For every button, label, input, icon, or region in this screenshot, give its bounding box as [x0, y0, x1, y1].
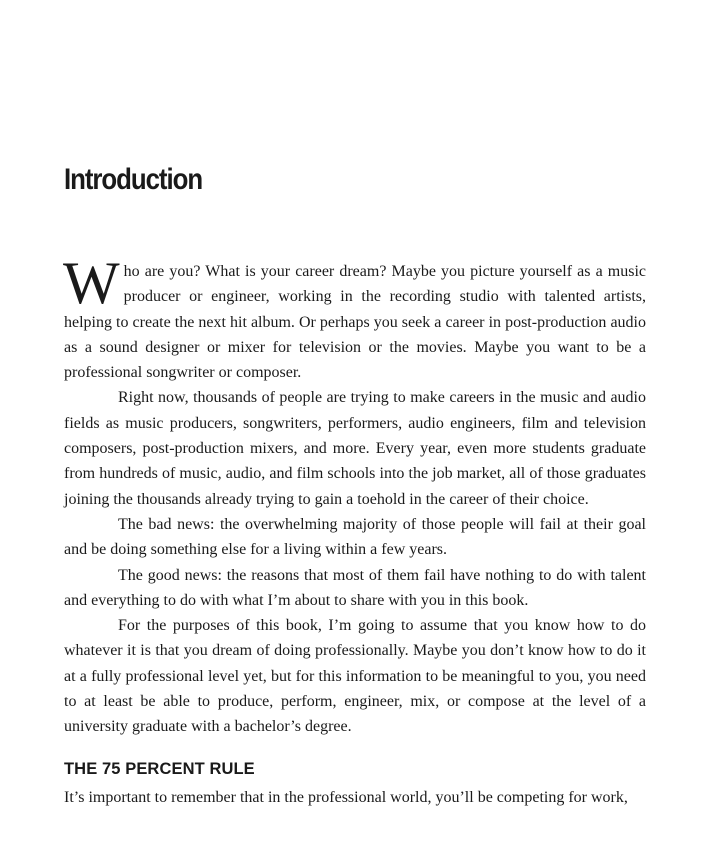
- section-paragraph-1: It’s important to remember that in the professional world, you’ll be competing for work,: [64, 788, 628, 806]
- book-page: [64, 0, 646, 864]
- drop-cap: W: [63, 250, 118, 316]
- intro-paragraph-1: [63, 250, 646, 385]
- section-heading: THE 75 PERCENT RULE: [64, 759, 255, 778]
- intro-paragraph-2: Right now, thousands of people are trying to make careers in the music and audio fields as music producers, songwriters, performers, audio engineers, film and television composers, post-production mixers, and more. Every year, even more students graduate from hundreds of music, audio, and film schools into the job market, all of those graduates joining the thousands already trying to gain a toehold in the career of their choice.: [64, 389, 646, 508]
- intro-paragraph-3: The bad news: the overwhelming majority of those people will fail at their goal and be doing something else for a living within a few years.: [64, 515, 646, 559]
- intro-paragraph-5: For the purposes of this book, I’m going to assume that you know how to do whatever it is that you dream of doing professionally. Maybe you don’t know how to do it at a fully professional level yet, but for this information to be meaningful to you, you need to at least be able to produce, perform, engineer, mix, or compose at the level of a university graduate with a bachelor’s degree.: [64, 617, 646, 736]
- chapter-title: Introduction: [64, 163, 203, 196]
- intro-paragraph-4: The good news: the reasons that most of them fail have nothing to do with talent and everything to do with what I’m about to share with you in this book.: [64, 566, 646, 609]
- intro-paragraph-1-text: ho are you? What is your career dream? Maybe you picture yourself as a music producer or engineer, working in the recording studio with talented artists, helping to create the next hit album. Or perhaps you seek a career in post-production audio as a sound designer or mixer for television or the movies. Maybe you want to be a professional songwriter or composer.: [64, 263, 646, 382]
- body-text: [63, 250, 646, 810]
